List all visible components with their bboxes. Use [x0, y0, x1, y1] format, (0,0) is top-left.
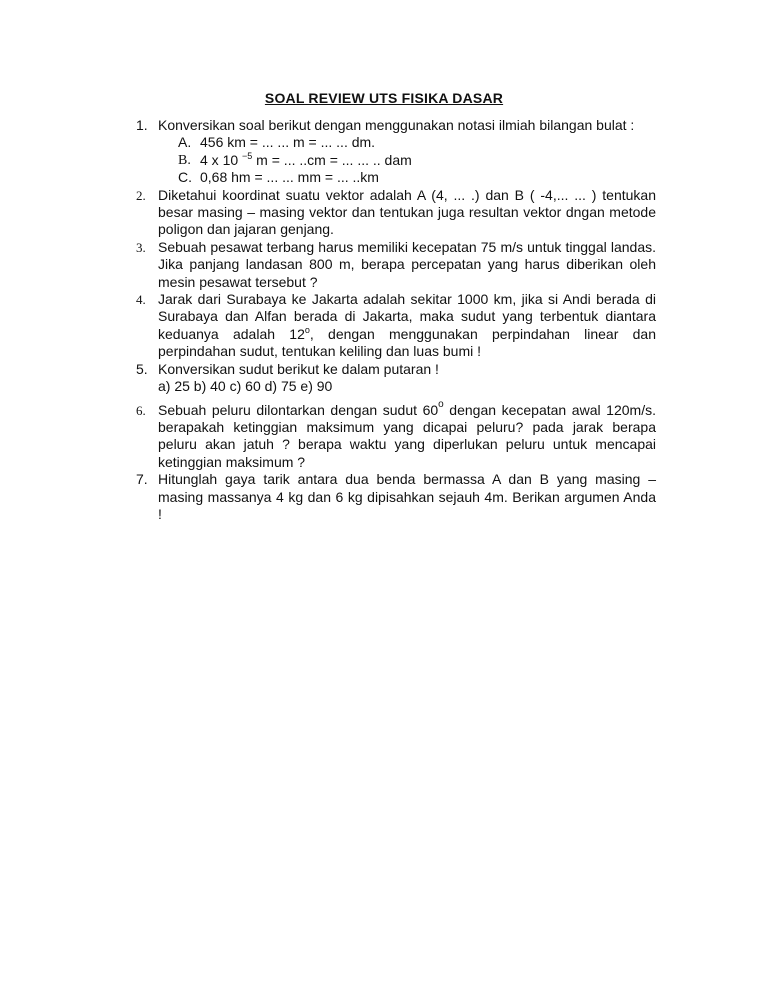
sub-question-text: 0,68 hm = ... ... mm = ... ..km — [200, 169, 379, 186]
sub-question-c — [178, 169, 656, 186]
sub-question-label: B. — [178, 152, 191, 168]
question-text-before: Jarak dari Surabaya ke Jakarta adalah sekitar 1000 km, jika si Andi berada di Surabaya dan Alfan berada di Jakarta, maka sudut yang terbentuk diantara keduanya adalah 12 — [158, 291, 656, 342]
question-5 — [136, 361, 656, 396]
question-text-after: dengan kecepatan awal 120m/s. berapakah ketinggian maksimum yang dicapai peluru? pada jarak berapa peluru akan jatuh ? berapa waktu yang diperlukan peluru untuk mencapai ketinggian maksimum ? — [158, 401, 656, 470]
question-text: Sebuah pesawat terbang harus memiliki kecepatan 75 m/s untuk tinggal landas. Jika panjang landasan 800 m, berapa percepatan yang harus diberikan oleh mesin pesawat tersebut ? — [158, 238, 656, 290]
sub-question-b — [178, 152, 656, 169]
question-1 — [136, 117, 656, 187]
question-number: 4. — [136, 292, 146, 308]
question-text: Konversikan sudut berikut ke dalam putaran ! — [158, 360, 439, 377]
question-text-before: Sebuah peluru dilontarkan dengan sudut 60 — [158, 401, 439, 418]
question-7 — [136, 471, 656, 523]
sub-question-list — [158, 134, 656, 186]
question-number: 6. — [136, 402, 146, 418]
question-number: 2. — [136, 187, 146, 203]
degree-symbol: o — [438, 398, 444, 410]
question-number: 7. — [136, 471, 148, 488]
question-number: 3. — [136, 239, 146, 255]
question-number: 5. — [136, 360, 148, 377]
document-title: SOAL REVIEW UTS FISIKA DASAR — [264, 90, 504, 106]
sub-question-text-before: 4 x 10 — [200, 151, 243, 168]
sub-question-text: 456 km = ... ... m = ... ... dm. — [200, 134, 376, 151]
question-text: Konversikan soal berikut dengan menggunakan notasi ilmiah bilangan bulat : — [158, 117, 635, 133]
degree-symbol: o — [304, 324, 310, 335]
sub-question-a — [178, 134, 656, 151]
question-number: 1. — [136, 117, 148, 133]
sub-question-label: C. — [178, 169, 192, 186]
question-3 — [136, 239, 656, 291]
question-4 — [136, 291, 656, 361]
sub-question-text — [200, 152, 412, 168]
question-2 — [136, 187, 656, 239]
question-text: Diketahui koordinat suatu vektor adalah A (4, ... .) dan B ( -4,... ... ) tentukan besar masing – masing vektor dan tentukan juga resultan vektor dngan metode poligon dan jajaran genjang. — [158, 186, 656, 238]
question-6 — [136, 398, 656, 472]
question-text: Hitunglah gaya tarik antara dua benda bermassa A dan B yang masing – masing massanya 4 kg dan 6 kg dipisahkan sejauh 4m. Berikan argumen Anda ! — [158, 471, 656, 522]
question-text — [158, 398, 656, 472]
sub-question-label: A. — [178, 134, 192, 151]
question-text — [158, 291, 656, 361]
exponent: −5 — [242, 150, 253, 161]
question-text-after: , dengan menggunakan perpindahan linear dan perpindahan sudut, tentukan keliling dan luas bumi ! — [158, 325, 656, 360]
answer-options: a) 25 b) 40 c) 60 d) 75 e) 90 — [158, 378, 333, 395]
question-list — [136, 117, 656, 523]
sub-question-text-after: m = ... ..cm = ... ... .. dam — [252, 151, 412, 168]
